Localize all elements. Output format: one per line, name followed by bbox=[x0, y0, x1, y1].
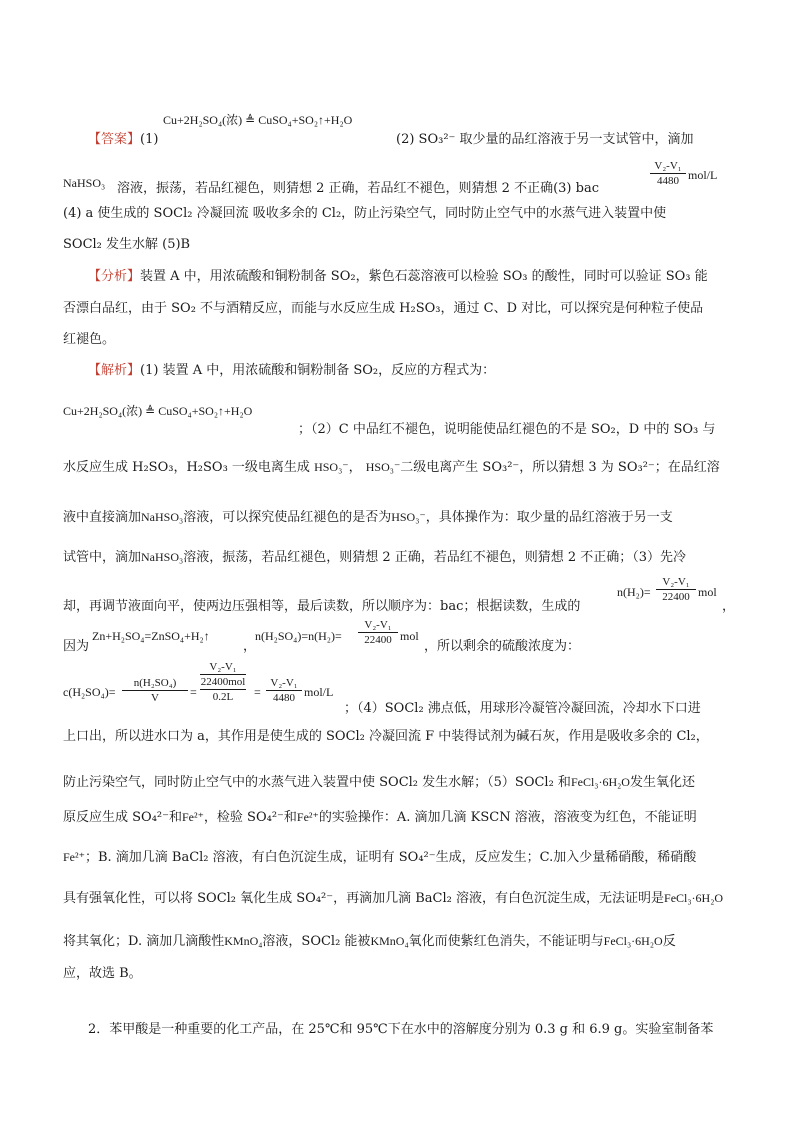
fe2-ion-3: Fe²⁺ bbox=[63, 850, 85, 864]
solution-line-7a: 因为 bbox=[63, 639, 90, 654]
solution-text-10: 防止污染空气，同时防止空气中的水蒸气进入装置中使 SOCl₂ 发生水解；（5）SOCl₂ 和 bbox=[63, 775, 571, 790]
solution-text-13: 具有强氧化性，可以将 SOCl₂ 氧化生成 SO₄²⁻，再滴加几滴 BaCl₂ 溶液，有白色沉淀生成，无法证明是 bbox=[63, 891, 665, 906]
answer-line-2: 溶液，振荡，若品红褪色，则猜想 2 正确，若品红不褪色，则猜想 2 不正确(3) bac bbox=[117, 181, 599, 196]
concentration-fraction-2-den: 0.2L bbox=[212, 691, 234, 703]
solution-text-1: (1) 装置 A 中，用浓硫酸和铜粉制备 SO₂，反应的方程式为： bbox=[140, 363, 496, 378]
inner-denominator-value: 22400 bbox=[200, 676, 229, 688]
answer-fraction bbox=[650, 159, 686, 188]
fraction-a bbox=[656, 575, 696, 604]
equals-sign-2: = bbox=[254, 685, 261, 699]
answer-part-1: (1) bbox=[140, 132, 159, 147]
answer-fraction-unit: mol/L bbox=[688, 168, 718, 182]
fecl3-formula-2: FeCl₃·6H₂O bbox=[664, 891, 724, 905]
solution-text-14c: 氧化而使紫红色消失，不能证明与 bbox=[408, 934, 604, 949]
inner-denominator-unit: mol bbox=[228, 676, 246, 688]
solution-line-5 bbox=[63, 548, 686, 567]
concentration-left: c(H₂SO₄)= bbox=[63, 685, 116, 699]
solution-line-13 bbox=[63, 889, 723, 908]
solution-line-6: 却，再调节液面向平，使两边压强相等，最后读数，所以顺序为：bac；根据读数，生成的 bbox=[63, 599, 581, 614]
inner-denominator bbox=[200, 675, 246, 690]
hso3-formula: HSO₃⁻ bbox=[314, 460, 349, 474]
next-question: 2．苯甲酸是一种重要的化工产品，在 25℃和 95℃下在水中的溶解度分别为 0.3 g 和 6.9 g。实验室制备苯 bbox=[88, 1022, 714, 1037]
concentration-fraction-3-den: 4480 bbox=[273, 692, 295, 704]
solution-line-8: ；（4）SOCl₂ 沸点低，用球形冷凝管冷凝回流，冷却水下口进 bbox=[344, 701, 701, 716]
fraction-b bbox=[358, 618, 398, 647]
solution-text-11a: 原反应生成 SO₄²⁻和 bbox=[63, 810, 182, 825]
solution-line-1 bbox=[88, 362, 495, 380]
concentration-unit: mol/L bbox=[304, 685, 334, 699]
fraction-a-comma: ， bbox=[722, 599, 736, 614]
solution-text-3b: ， bbox=[348, 460, 362, 475]
analysis-line-1 bbox=[88, 268, 708, 286]
answer-equation: Cu+2H₂SO₄(浓) ≜ CuSO₄+SO₂↑+H₂O bbox=[163, 113, 353, 127]
answer-nahso3: NaHSO₃ bbox=[63, 176, 106, 190]
solution-text-11c: 的实验操作：A. 滴加几滴 KSCN 溶液，溶液变为红色，不能证明 bbox=[318, 810, 697, 825]
solution-line-14 bbox=[63, 932, 676, 951]
solution-label: 【解析】 bbox=[88, 363, 141, 378]
solution-text-11b: ，检验 SO₄²⁻和 bbox=[203, 810, 297, 825]
solution-text-14d: 反 bbox=[662, 934, 676, 949]
concentration-fraction-1-num: n(H₂SO₄) bbox=[122, 676, 188, 691]
solution-text-12b: ；B. 滴加几滴 BaCl₂ 溶液，有白色沉淀生成，证明有 SO₄²⁻生成，反应发生；C.加入少量稀硝酸，稀硝酸 bbox=[84, 850, 697, 865]
fecl3-formula-3: FeCl₃·6H₂O bbox=[603, 934, 663, 948]
fraction-b-unit: mol bbox=[400, 629, 419, 643]
concentration-fraction-1 bbox=[122, 676, 188, 705]
concentration-fraction-3 bbox=[266, 676, 302, 705]
concentration-fraction-2 bbox=[198, 660, 248, 704]
analysis-line-2: 否漂白品红，由于 SO₂ 不与酒精反应，而能与水反应生成 H₂SO₃，通过 C、D 对比，可以探究是何种粒子使品 bbox=[63, 301, 704, 316]
solution-line-15: 应，故选 B。 bbox=[63, 966, 142, 981]
equals-sign-1: = bbox=[190, 685, 197, 699]
answer-fraction-denominator: 4480 bbox=[657, 175, 679, 187]
solution-text-10b: 发生氧化还 bbox=[629, 775, 695, 790]
concentration-fraction-2-inner bbox=[198, 660, 248, 690]
kmno4-formula-2: KMnO₄ bbox=[370, 934, 409, 948]
hso3-formula-3: HSO₃⁻ bbox=[391, 510, 426, 524]
nh2so4-expression: n(H₂SO₄)=n(H₂)= bbox=[255, 629, 342, 643]
fe2-ion-2: Fe²⁺ bbox=[296, 810, 319, 824]
fraction-a-numerator: V₂-V₁ bbox=[656, 575, 696, 590]
solution-line-3 bbox=[63, 458, 720, 477]
fraction-b-denominator: 22400 bbox=[364, 634, 392, 646]
solution-text-3a: 水反应生成 H₂SO₃，H₂SO₃ 一级电离生成 bbox=[63, 460, 310, 475]
solution-text-4c: ，具体操作为：取少量的品红溶液于另一支 bbox=[425, 510, 673, 525]
fecl3-formula: FeCl₃·6H₂O bbox=[570, 775, 630, 789]
answer-part-2: (2) SO₃²⁻ 取少量的品红溶液于另一支试管中，滴加 bbox=[396, 132, 694, 147]
solution-text-4b: 溶液，可以探究使品红褪色的是否为 bbox=[183, 510, 392, 525]
fraction-a-unit: mol bbox=[698, 585, 717, 599]
analysis-line-3: 红褪色。 bbox=[63, 332, 116, 347]
solution-text-5a: 试管中，滴加 bbox=[63, 550, 142, 565]
analysis-label: 【分析】 bbox=[88, 269, 141, 284]
solution-line-7b: ，所以剩余的硫酸浓度为： bbox=[424, 639, 581, 654]
solution-text-4a: 液中直接滴加 bbox=[63, 510, 142, 525]
solution-line-9: 上口出，所以进水口为 a，其作用是使生成的 SOCl₂ 冷凝回流 F 中装得试剂为碱石灰，作用是吸收多余的 Cl₂， bbox=[63, 729, 709, 744]
analysis-text-1: 装置 A 中，用浓硫酸和铜粉制备 SO₂，紫色石蕊溶液可以检验 SO₃ 的酸性，同时可以验证 SO₃ 能 bbox=[140, 269, 708, 284]
answer-line-3: (4) a 使生成的 SOCl₂ 冷凝回流 吸收多余的 Cl₂，防止污染空气，同时防止空气中的水蒸气进入装置中使 bbox=[63, 206, 667, 221]
solution-line-10 bbox=[63, 773, 695, 792]
solution-text-5b: 溶液，振荡，若品红褪色，则猜想 2 正确，若品红不褪色，则猜想 2 不正确；（3）先冷 bbox=[183, 550, 687, 565]
solution-text-3c: 二级电离产生 SO₃²⁻，所以猜想 3 为 SO₃²⁻；在品红溶 bbox=[400, 460, 720, 475]
nahso3-formula: NaHSO₃ bbox=[141, 510, 184, 524]
kmno4-formula: KMnO₄ bbox=[224, 934, 263, 948]
hso3-formula-2: HSO₃⁻ bbox=[365, 460, 401, 474]
answer-line-1 bbox=[88, 131, 158, 149]
solution-equation: Cu+2H₂SO₄(浓) ≜ CuSO₄+SO₂↑+H₂O bbox=[63, 404, 253, 418]
nh2-expression: n(H₂)= bbox=[617, 585, 651, 599]
answer-label: 【答案】 bbox=[88, 132, 141, 147]
inner-numerator: V₂-V₁ bbox=[200, 660, 246, 675]
concentration-fraction-3-num: V₂-V₁ bbox=[266, 676, 302, 691]
solution-line-2: ；（2）C 中品红不褪色，说明能使品红褪色的不是 SO₂，D 中的 SO₃ 与 bbox=[298, 422, 716, 437]
solution-line-12 bbox=[63, 848, 696, 867]
concentration-fraction-1-den: V bbox=[151, 692, 159, 704]
solution-text-14b: 溶液，SOCl₂ 能被 bbox=[262, 934, 371, 949]
fe2-ion: Fe²⁺ bbox=[181, 810, 204, 824]
fraction-b-numerator: V₂-V₁ bbox=[358, 618, 398, 633]
solution-text-14a: 将其氧化；D. 滴加几滴酸性 bbox=[63, 934, 225, 949]
solution-line-11 bbox=[63, 808, 697, 827]
answer-line-4: SOCl₂ 发生水解 (5)B bbox=[63, 237, 191, 252]
nahso3-formula-2: NaHSO₃ bbox=[141, 550, 184, 564]
zn-equation: Zn+H₂SO₄=ZnSO₄+H₂↑ bbox=[92, 629, 210, 643]
solution-line-4 bbox=[63, 508, 673, 527]
answer-fraction-numerator: V₂-V₁ bbox=[650, 159, 686, 174]
fraction-a-denominator: 22400 bbox=[662, 591, 690, 603]
solution-comma-2: ， bbox=[243, 639, 257, 654]
